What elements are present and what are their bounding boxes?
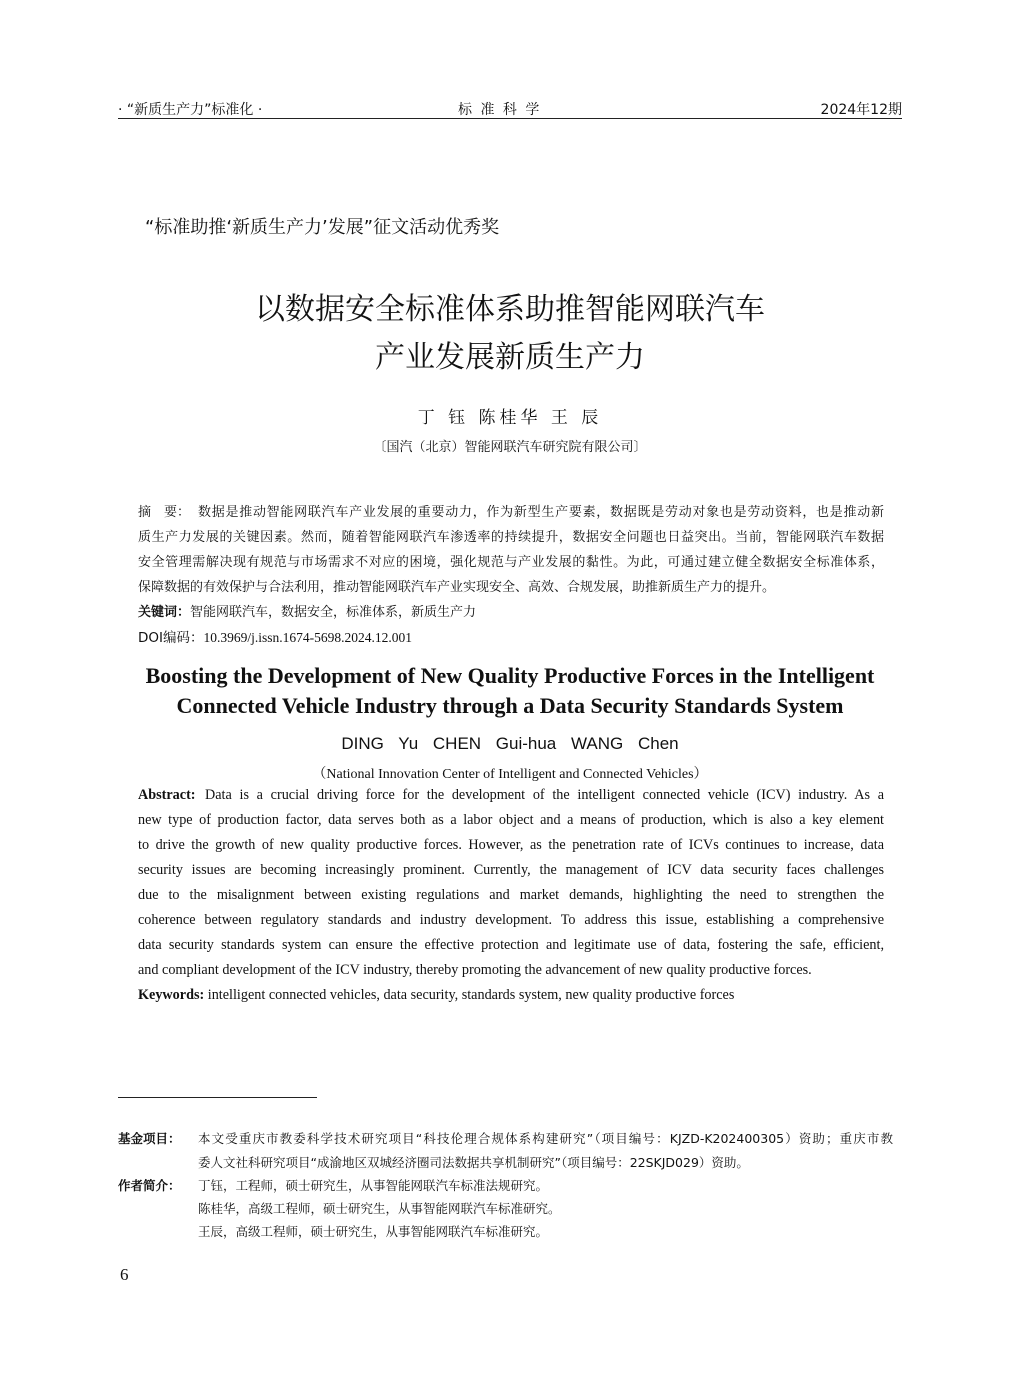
title-en-line-2: Connected Vehicle Industry through a Data Security Standards System [176,693,844,718]
footnote-rule [118,1097,317,1098]
keywords-cn-label: 关键词： [138,605,191,620]
award-label: “标准助推‘新质生产力’发展”征文活动优秀奖 [145,217,500,238]
abstract-en-line: and compliant development of the ICV industry, thereby promoting the advancement of new quality productive forces. [138,962,812,978]
doi: 10.3969/j.issn.1674-5698.2024.12.001 [203,630,413,645]
title-line-2: 产业发展新质生产力 [375,340,645,375]
authors-en: DING Yu CHEN Gui-hua WANG Chen [341,734,679,753]
abstract-en-line: to drive the growth of new quality productive forces. However, as the penetration rate of ICVs continues to increase, data [138,837,884,853]
header-journal-name: 标 准 科 学 [458,102,542,118]
authors: 丁 钰 陈桂华 王 辰 [417,408,603,428]
abstract-cn-line: 数据是推动智能网联汽车产业发展的重要动力，作为新型生产要素，数据既是劳动对象也是劳动资料，也是推动新 [198,505,884,520]
abstract-cn-line: 保障数据的有效保护与合法利用，推动智能网联汽车产业实现安全、高效、合规发展，助推新质生产力的提升。 [138,580,776,595]
header-rule [118,118,902,119]
keywords-cn: 智能网联汽车，数据安全，标准体系，新质生产力 [190,605,477,620]
abstract-en-label: Abstract: [138,787,196,803]
abstract-en-line: coherence between regulatory standards and industry development. To address this issue, establishing a comprehensive [138,912,884,928]
title-en-line-1: Boosting the Development of New Quality Productive Forces in the Intelligent [145,663,875,688]
abstract-cn-line: 安全管理需解决现有规范与市场需求不对应的困境，强化规范与产业发展的黏性。为此，可通过建立健全数据安全标准体系， [138,555,884,570]
author-bio-line: 丁钰，工程师，硕士研究生，从事智能网联汽车标准法规研究。 [198,1178,549,1193]
abstract-cn-line: 质生产力发展的关键因素。然而，随着智能网联汽车渗透率的持续提升，数据安全问题也日益突出。当前，智能网联汽车数据 [138,530,884,545]
affiliation-en: （National Innovation Center of Intelligent and Connected Vehicles） [312,767,708,782]
doi-label: DOI编码： [138,630,204,646]
abstract-en-line: data security standards system can ensure the effective protection and legitimate use of data, fostering the safe, efficient, [138,937,884,953]
keywords-en: intelligent connected vehicles, data security, standards system, new quality productive forces [207,987,735,1003]
author-bio-line: 陈桂华，高级工程师，硕士研究生，从事智能网联汽车标准研究。 [198,1201,561,1216]
fund-line: 委人文社科研究项目“成渝地区双城经济圈司法数据共享机制研究”（项目编号：22SKJD029）资助。 [198,1155,749,1170]
keywords-en-label: Keywords: [138,987,205,1003]
page-number: 6 [120,1265,129,1284]
abstract-en-line: security issues are becoming increasingly prominent. Currently, the management of ICV data security faces challenges [138,862,884,878]
fund-label: 基金项目： [118,1131,181,1146]
header-issue: 2024年12期 [820,102,902,118]
title-line-1: 以数据安全标准体系助推智能网联汽车 [255,292,765,327]
header-column-name: · “新质生产力”标准化 · [118,102,263,118]
abstract-cn-label: 摘 要： [138,505,191,520]
abstract-en-line: Data is a crucial driving force for the development of the intelligent connected vehicle (ICV) industry. As a [205,787,884,803]
author-bio-line: 王辰，高级工程师，硕士研究生，从事智能网联汽车标准研究。 [198,1224,549,1239]
author-bio-label: 作者简介： [118,1178,181,1193]
abstract-en-line: new type of production factor, data serves both as a labor object and a means of production, which is also a key element [138,812,884,828]
abstract-en-line: due to the misalignment between existing regulations and market demands, highlighting the need to strengthen the [138,887,884,903]
affiliation: 〔国汽（北京）智能网联汽车研究院有限公司〕 [373,440,647,455]
fund-line: 本文受重庆市教委科学技术研究项目“科技伦理合规体系构建研究”（项目编号：KJZD-K202400305）资助；重庆市教 [198,1131,893,1146]
